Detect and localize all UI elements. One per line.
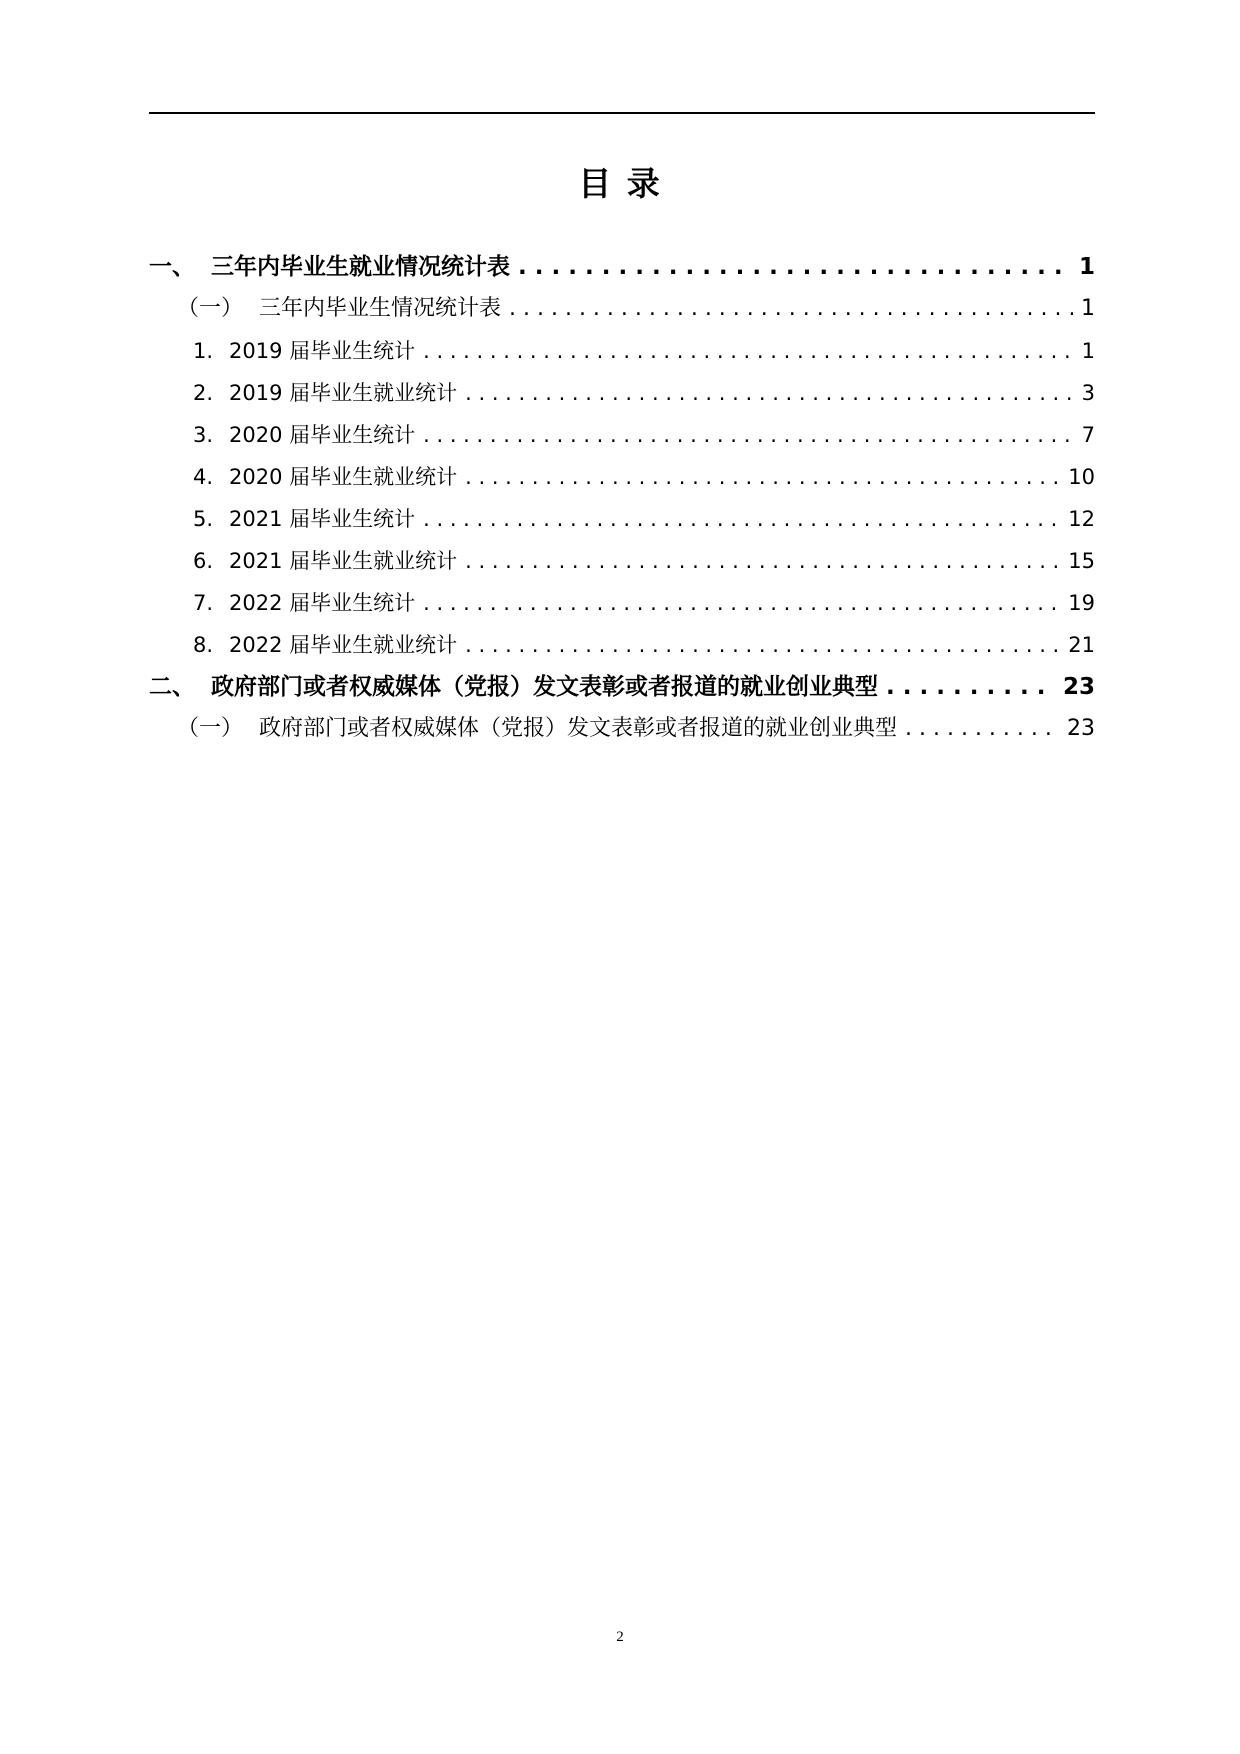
toc-entry-number: 4. [193, 465, 214, 489]
toc-entry-text: 2021 届毕业生就业统计 [229, 549, 458, 573]
header-rule [149, 112, 1095, 114]
toc-entry-page: 10 [1068, 465, 1095, 489]
toc-entry-text: 政府部门或者权威媒体（党报）发文表彰或者报道的就业创业典型 [259, 716, 898, 741]
toc-leader-dots [465, 540, 1060, 582]
toc-leader-dots [465, 624, 1060, 666]
toc-entry-number: （一） [177, 296, 244, 321]
toc-leader-dots [886, 666, 1055, 708]
toc-leader-dots [509, 288, 1073, 330]
page-number: 2 [616, 1629, 624, 1645]
toc-entry-page: 15 [1068, 549, 1095, 573]
toc-list [149, 246, 1095, 750]
toc-entry-text: 2019 届毕业生统计 [229, 339, 416, 363]
toc-entry[interactable] [149, 540, 1095, 582]
toc-leader-dots [518, 246, 1071, 288]
toc-entry-text: 2022 届毕业生就业统计 [229, 633, 458, 657]
toc-entry-text: 2022 届毕业生统计 [229, 591, 416, 615]
toc-entry[interactable] [149, 246, 1095, 288]
toc-leader-dots [423, 582, 1060, 624]
toc-entry-page: 23 [1062, 674, 1095, 700]
toc-entry[interactable] [149, 582, 1095, 624]
toc-entry-page: 1 [1081, 339, 1095, 363]
toc-entry-number: 5. [193, 507, 214, 531]
toc-entry-number: 3. [193, 423, 214, 447]
toc-entry[interactable] [149, 708, 1095, 750]
toc-entry-number: 7. [193, 591, 214, 615]
toc-entry-number: 二、 [149, 674, 195, 700]
toc-entry-number: 2. [193, 381, 214, 405]
toc-entry-number: （一） [177, 716, 244, 741]
toc-leader-dots [465, 456, 1060, 498]
toc-leader-dots [905, 708, 1059, 750]
toc-entry-page: 21 [1068, 633, 1095, 657]
toc-leader-dots [423, 414, 1073, 456]
toc-entry-text: 三年内毕业生情况统计表 [259, 296, 502, 321]
toc-entry-number: 一、 [149, 254, 195, 280]
toc-entry-page: 19 [1068, 591, 1095, 615]
toc-entry-page: 12 [1068, 507, 1095, 531]
toc-entry-number: 8. [193, 633, 214, 657]
toc-entry-page: 1 [1078, 254, 1095, 280]
toc-entry[interactable] [149, 288, 1095, 330]
toc-entry[interactable] [149, 414, 1095, 456]
toc-entry-text: 2020 届毕业生就业统计 [229, 465, 458, 489]
toc-entry-page: 7 [1081, 423, 1095, 447]
toc-entry[interactable] [149, 330, 1095, 372]
toc-entry[interactable] [149, 624, 1095, 666]
toc-leader-dots [423, 498, 1060, 540]
toc-entry-text: 2019 届毕业生就业统计 [229, 381, 458, 405]
toc-entry-number: 1. [193, 339, 214, 363]
toc-entry-text: 2020 届毕业生统计 [229, 423, 416, 447]
toc-entry-page: 1 [1081, 296, 1095, 321]
toc-entry-text: 2021 届毕业生统计 [229, 507, 416, 531]
toc-title: 目 录 [578, 164, 662, 203]
toc-entry[interactable] [149, 456, 1095, 498]
toc-entry-page: 23 [1067, 716, 1095, 741]
toc-entry-page: 3 [1081, 381, 1095, 405]
toc-leader-dots [423, 330, 1073, 372]
toc-entry[interactable] [149, 498, 1095, 540]
toc-leader-dots [465, 372, 1073, 414]
toc-entry-text: 政府部门或者权威媒体（党报）发文表彰或者报道的就业创业典型 [211, 674, 878, 700]
toc-entry[interactable] [149, 372, 1095, 414]
toc-entry-number: 6. [193, 549, 214, 573]
toc-entry-text: 三年内毕业生就业情况统计表 [211, 254, 510, 280]
toc-entry[interactable] [149, 666, 1095, 708]
